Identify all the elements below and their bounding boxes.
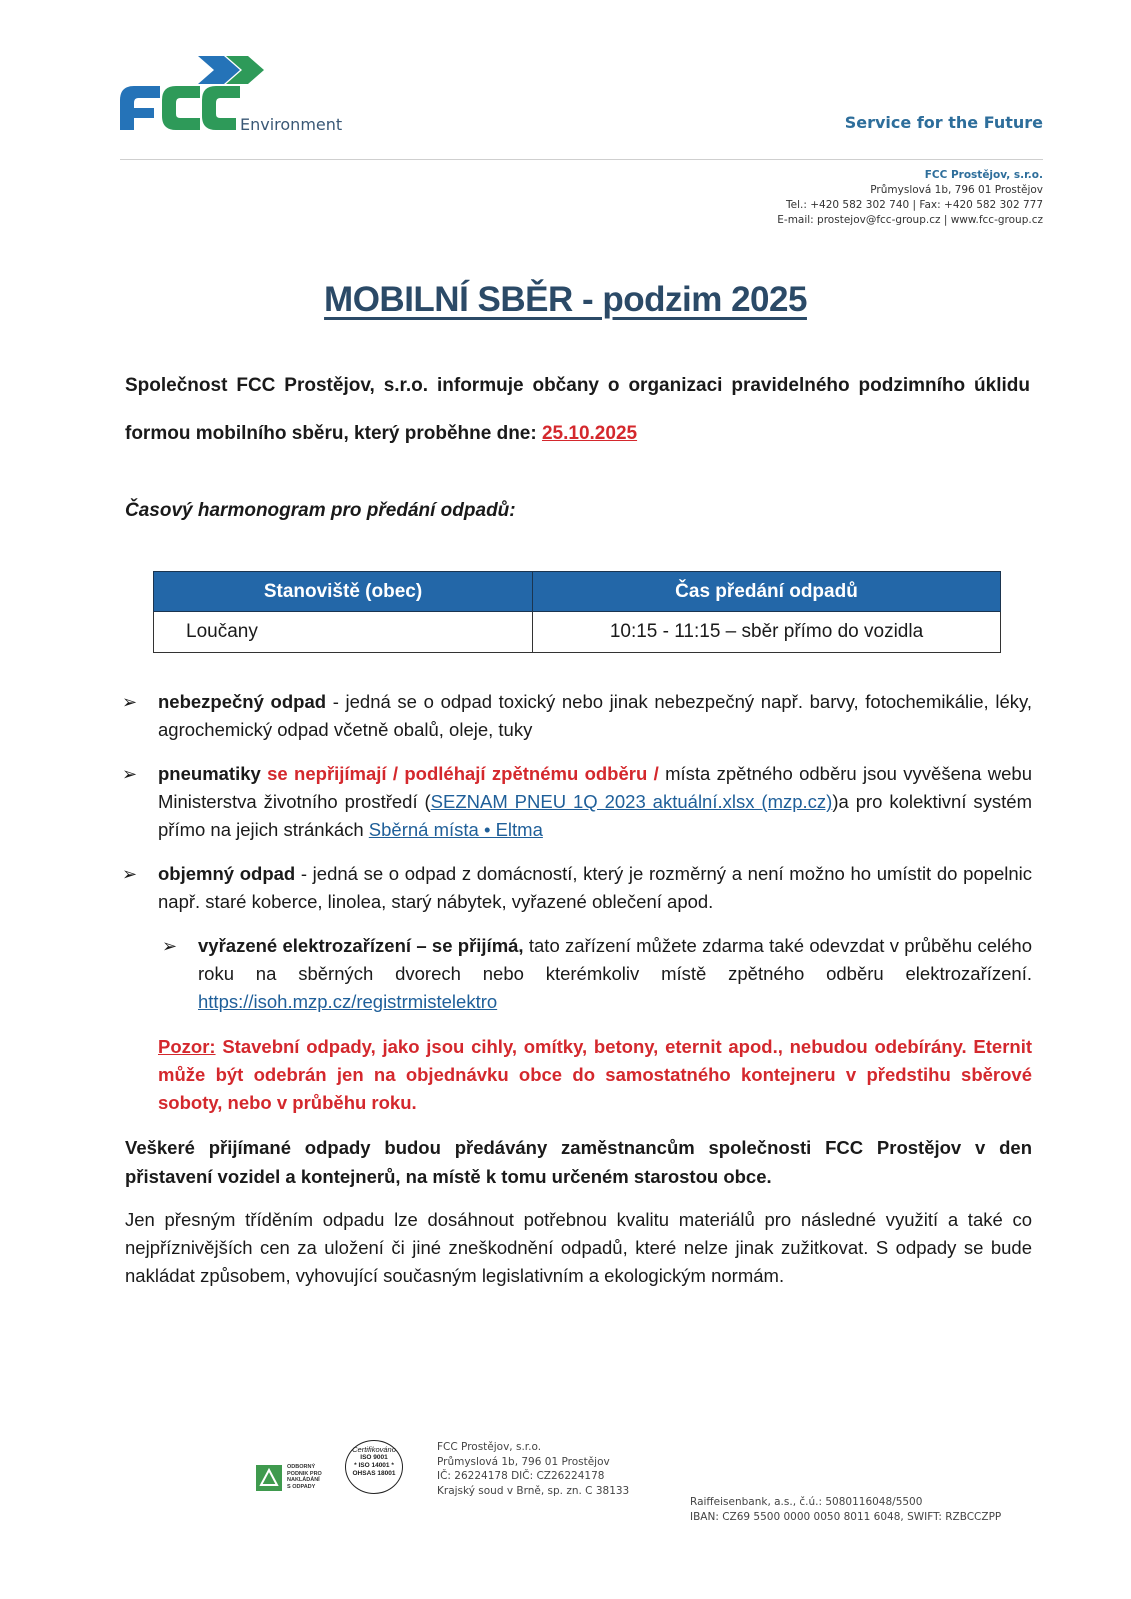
logo-letter-f [120,86,160,130]
page-title: MOBILNÍ SBĚR - podzim 2025 [324,280,807,319]
email-web: E-mail: prostejov@fcc-group.cz | www.fcc-group.cz [777,214,1043,226]
final-paragraph: Jen přesným tříděním odpadu lze dosáhnout potřebnou kvalitu materiálů pro následné využití a také co nejpříznivějších cen za uložení či jiné zneškodnění odpadů, které nelze jinak zužitkovat. S odpady se bude nakládat způsobem, vyhovující současným legislativním a ekologickým normám. [125,1209,1032,1286]
list-item-tyres [122,760,1032,844]
schedule-heading: Časový harmonogram pro předání odpadů: [125,500,516,521]
item-term: nebezpečný odpad [158,691,327,712]
cell-time: 10:15 - 11:15 – sběr přímo do vozidla [533,612,1001,653]
badge-label: ODBORNÝ PODNIK PRO NAKLÁDÁNÍ S ODPADY [287,1464,322,1490]
recycling-badge-icon [256,1465,282,1491]
header-address [777,168,1043,228]
phone-fax: Tel.: +420 582 302 740 | Fax: +420 582 302 777 [786,199,1043,211]
logo-letter-c1 [162,86,200,130]
item-term: objemný odpad [158,863,296,884]
certification-stamp-icon: Certifikováno ISO 9001 * ISO 14001 * OHSAS 18001 [345,1440,403,1494]
tyre-list-link[interactable]: SEZNAM PNEU 1Q 2023 aktuální.xlsx (mzp.cz) [430,791,833,812]
item-warning-text: se nepřijímají / podléhají zpětnému odběru / [260,763,666,784]
closing-paragraph: Veškeré přijímané odpady budou předávány zaměstnancům společnosti FCC Prostějov v den přistavení vozidel a kontejnerů, na místě k tomu určeném starostou obce. [125,1137,1032,1187]
warning-label: Pozor: [158,1036,216,1057]
cert-arc-text: Certifikováno [352,1445,396,1454]
logo-letter-c2 [202,86,240,130]
item-text: - jedná se o odpad toxický nebo jinak nebezpečný např. barvy, fotochemikálie, léky, agrochemický odpad včetně obalů, oleje, tuky [158,691,1032,740]
arrow-bullet-icon: ➢ [122,692,138,712]
schedule-table [153,571,1001,653]
footer-address: FCC Prostějov, s.r.o. Průmyslová 1b, 796 01 Prostějov IČ: 26224178 DIČ: CZ26224178 Krajský soud v Brně, sp. zn. C 38133 [437,1441,630,1497]
item-text-2: )a pro kolektivní systém přímo na jejich stránkách [158,791,1032,840]
page-title-wrapper [0,280,1131,320]
column-header-time: Čas předání odpadů [533,572,1001,612]
logo-subtitle: Environment [240,115,343,134]
list-item-hazardous [122,688,1032,744]
warning-paragraph [158,1033,1032,1117]
item-text: tato zařízení můžete zdarma také odevzdat v průběhu celého roku na sběrných dvorech nebo kterémkoliv místě zpětného odběru elektrozařízení. [198,935,1032,984]
header-divider [120,159,1043,160]
warning-text: Stavební odpady, jako jsou cihly, omítky, betony, eternit apod., nebudou odebírány. Eternit může být odebrán jen na objednávku obce do samostatného kontejneru v předstihu sběrové soboty, nebo v průběhu roku. [158,1036,1032,1113]
item-term: pneumatiky [158,763,261,784]
waste-types-list [122,688,1032,1032]
cell-place: Loučany [154,612,533,653]
schedule-header-row [154,572,1001,612]
collection-date: 25.10.2025 [541,423,638,444]
electro-registry-link[interactable]: https://isoh.mzp.cz/registrmistelektro [198,991,498,1012]
table-row [154,612,1001,653]
eltma-link[interactable]: Sběrná místa • Eltma [368,819,543,840]
arrow-bullet-icon: ➢ [162,936,178,956]
arrow-bullet-icon: ➢ [122,764,138,784]
tagline: Service for the Future [844,113,1043,132]
list-item-electronics [162,932,1032,1016]
item-text: - jedná se o odpad z domácností, který je rozměrný a není možno ho umístit do popelnic např. staré koberce, linolea, starý nábytek, vyřazené oblečení apod. [158,863,1032,912]
arrow-bullet-icon: ➢ [122,864,138,884]
column-header-place: Stanoviště (obec) [154,572,533,612]
list-item-bulky [122,860,1032,916]
item-text: místa zpětného odběru jsou vyvěšena webu Ministerstva životního prostředí ( [158,763,1033,812]
intro-paragraph [125,362,1030,458]
street: Průmyslová 1b, 796 01 Prostějov [870,184,1043,196]
company-name: FCC Prostějov, s.r.o. [924,169,1043,181]
footer-bank-details: Raiffeisenbank, a.s., č.ú.: 5080116048/5500 IBAN: CZ69 5500 0000 0050 8011 6048, SWIFT: RZBCCZPP [690,1496,1002,1523]
item-term: vyřazené elektrozařízení – se přijímá, [198,935,524,956]
intro-text: Společnost FCC Prostějov, s.r.o. informuje občany o organizaci pravidelného podzimního úklidu formou mobilního sběru, který proběhne dne: [125,375,1030,444]
